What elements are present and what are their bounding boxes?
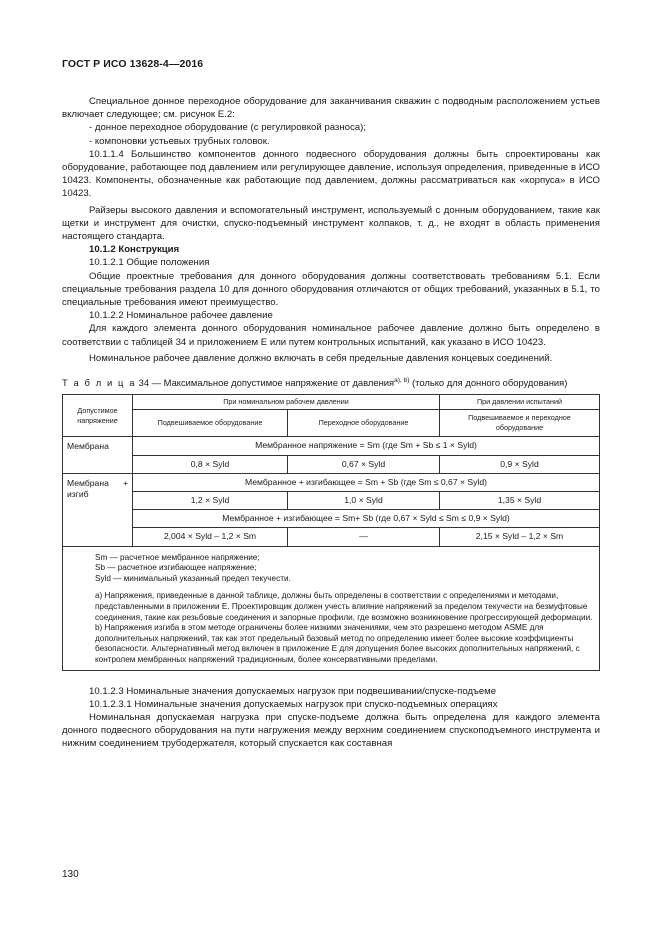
- table-cell: 0,8 × Syld: [133, 455, 288, 473]
- stress-table: [62, 394, 600, 670]
- table-notes: [63, 546, 600, 670]
- header-allowable-stress: Допустимое напряжение: [63, 395, 133, 437]
- paragraph: Общие проектные требования для донного оборудования должны соответствовать требованиям 5.1. Если специальные требования раздела 10 для донного оборудования отличаются от общих требований, указанных в 5.1, то специальные требования имеют преимущество.: [62, 270, 600, 309]
- membrane-bending-formula-2: Мембранное + изгибающее = Sm+ Sb (где 0,67 × Syld ≤ Sm ≤ 0,9 × Syld): [133, 510, 600, 528]
- table-row: [63, 437, 600, 455]
- document-header: ГОСТ Р ИСО 13628-4—2016: [62, 58, 204, 70]
- section-heading-10-1-2: 10.1.2 Конструкция: [89, 244, 180, 256]
- subsection-heading-10-1-2-1: 10.1.2.1 Общие положения: [89, 257, 210, 269]
- table-cell: 1,35 × Syld: [440, 492, 600, 510]
- paragraph: Номинальное рабочее давление должно включать в себя предельные давления концевых соединений.: [89, 352, 553, 364]
- table-cell: 0,67 × Syld: [288, 455, 440, 473]
- paragraph: Номинальная допускаемая нагрузка при спуске-подъеме должна быть определена для каждого элемента донного подвесного оборудования на пути нагружения между верхним соединением спускоподъемного инструмента и нижним соединением трубодержателя, который спускается как составная: [62, 711, 600, 750]
- legend-item: Sm — расчетное мембранное напряжение;: [95, 552, 260, 562]
- paragraph-10-1-1-4: 10.1.1.4 Большинство компонентов донного подвесного оборудования должны быть спроектированы как оборудование, работающее под давлением или регулирующее давление, используя определения, приведенные в ИСО 10423. Компоненты, обозначенные как работающие под давлением, должны рассматриваться как «корпуса» в ИСО 10423.: [62, 148, 600, 200]
- table-row: [63, 510, 600, 528]
- table-caption-prefix: Т а б л и ц а: [62, 377, 137, 389]
- header-working-pressure: При номинальном рабочем давлении: [133, 395, 440, 410]
- footnote-a: a) Напряжения, приведенные в данной таблице, должны быть определены в соответствии с определениями и методами, представленными в приложении Е. Проектировщик должен учесть влияние напряжений за пределом текучести на безмуфтовые соединения, такие как резьбовые соединения и запорные профили, где возможно возникновение прогрессирующей деформации.: [95, 591, 593, 622]
- table-caption-main: 34 — Максимальное допустимое напряжение от давления: [138, 377, 395, 389]
- page-number: 130: [62, 869, 79, 880]
- subheader-test: Подвешиваемое и переходное оборудование: [440, 410, 600, 437]
- legend-item: Syld — минимальный указанный предел текучести.: [95, 573, 291, 583]
- table-notes-row: [63, 546, 600, 670]
- table-row: [63, 455, 600, 473]
- paragraph: Райзеры высокого давления и вспомогательный инструмент, используемый с донным оборудованием, такие как щетки и инструмент для очистки, спуско-подъемный инструмент колпаков, т. д., не входят в область применения настоящего стандарта.: [62, 204, 600, 243]
- document-body: [62, 95, 600, 751]
- table-row: [63, 492, 600, 510]
- legend-item: Sb — расчетное изгибающее напряжение;: [95, 563, 257, 573]
- table-row: [63, 528, 600, 546]
- table-cell: 2,004 × Syld – 1,2 × Sm: [133, 528, 288, 546]
- subsection-heading-10-1-2-3: 10.1.2.3 Номинальные значения допускаемых нагрузок при подвешивании/спуске-подъеме: [89, 685, 497, 697]
- table-cell: 0,9 × Syld: [440, 455, 600, 473]
- subheader-suspended: Подвешиваемое оборудование: [133, 410, 288, 437]
- list-item: - донное переходное оборудование (с регулировкой разноса);: [89, 122, 366, 134]
- table-subheader-row: [63, 410, 600, 437]
- table-header-row: [63, 395, 600, 410]
- table-cell: 1,0 × Syld: [288, 492, 440, 510]
- list-item: - компоновки устьевых трубных головок.: [89, 135, 270, 147]
- table-caption-suffix: (только для донного оборудования): [412, 377, 568, 389]
- table-caption-sup: a), b): [394, 377, 410, 385]
- header-test-pressure: При давлении испытаний: [440, 395, 600, 410]
- footnote-b: b) Напряжения изгиба в этом методе ограничены более низкими значениями, чем это разрешено методом ASME для дополнительных напряжений, так как этот предельный базовый метод по определению имеет более высокие коэффициенты безопасности. Альтернативный метод включен в приложение Е для допущения более высоких дополнительных напряжений, с контролем мембранных напряжений традиционным, более консервативными пределами.: [95, 623, 580, 664]
- table-row: [63, 473, 600, 491]
- table-caption: [62, 374, 600, 389]
- row-label-membrane: Мембрана: [63, 437, 133, 473]
- table-cell: 2,15 × Syld – 1,2 × Sm: [440, 528, 600, 546]
- subsection-heading-10-1-2-3-1: 10.1.2.3.1 Номинальные значения допускаемых нагрузок при спуско-подъемных операциях: [89, 698, 498, 710]
- paragraph: Специальное донное переходное оборудование для заканчивания скважин с подводным расположением устьев включает следующее; см. рисунок Е.2:: [62, 96, 600, 121]
- table-cell: 1,2 × Syld: [133, 492, 288, 510]
- subheader-transition: Переходное оборудование: [288, 410, 440, 437]
- row-label-membrane-bending: Мембрана + изгиб: [63, 473, 133, 546]
- paragraph: Для каждого элемента донного оборудования номинальное рабочее давление должно быть определено в соответствии с таблицей 34 и приложением Е или путем контрольных испытаний, как указано в ИСО 10423.: [62, 323, 600, 348]
- membrane-formula: Мембранное напряжение = Sm (где Sm + Sb ≤ 1 × Syld): [133, 437, 600, 455]
- membrane-bending-formula-1: Мембранное + изгибающее = Sm + Sb (где Sm ≤ 0,67 × Syld): [133, 473, 600, 491]
- table-cell: —: [288, 528, 440, 546]
- subsection-heading-10-1-2-2: 10.1.2.2 Номинальное рабочее давление: [89, 310, 273, 322]
